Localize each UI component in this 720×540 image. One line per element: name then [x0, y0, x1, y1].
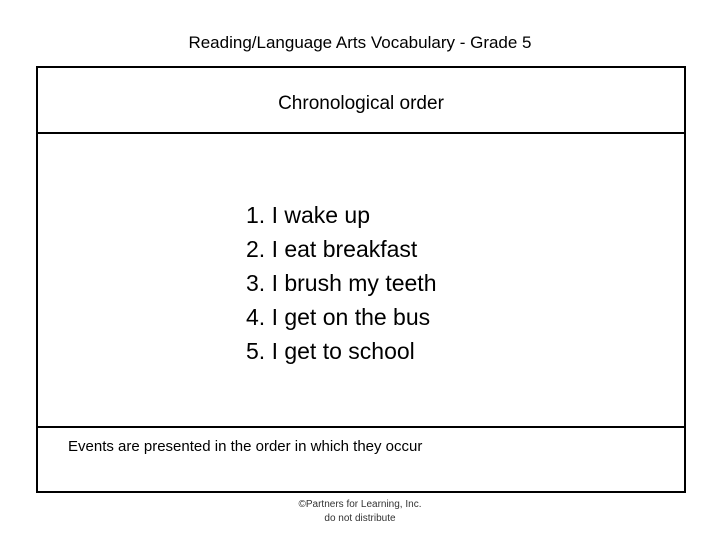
- example-item: 4. I get on the bus: [246, 304, 431, 330]
- vocabulary-term: Chronological order: [278, 93, 444, 114]
- example-item: 2. I eat breakfast: [246, 236, 418, 262]
- term-definition: Events are presented in the order in which they occur: [68, 438, 423, 455]
- example-item: 5. I get to school: [246, 338, 415, 364]
- term-section: [38, 68, 684, 134]
- example-item: 3. I brush my teeth: [246, 270, 437, 296]
- copyright-line: ©Partners for Learning, Inc.: [298, 499, 422, 510]
- page-header-title: Reading/Language Arts Vocabulary - Grade 5: [188, 33, 532, 52]
- example-list: [246, 198, 436, 368]
- distribution-notice: do not distribute: [324, 513, 396, 524]
- vocabulary-card: [36, 66, 686, 493]
- definition-section: [38, 426, 684, 491]
- copyright-footer: [236, 498, 484, 526]
- example-item: 1. I wake up: [246, 202, 371, 228]
